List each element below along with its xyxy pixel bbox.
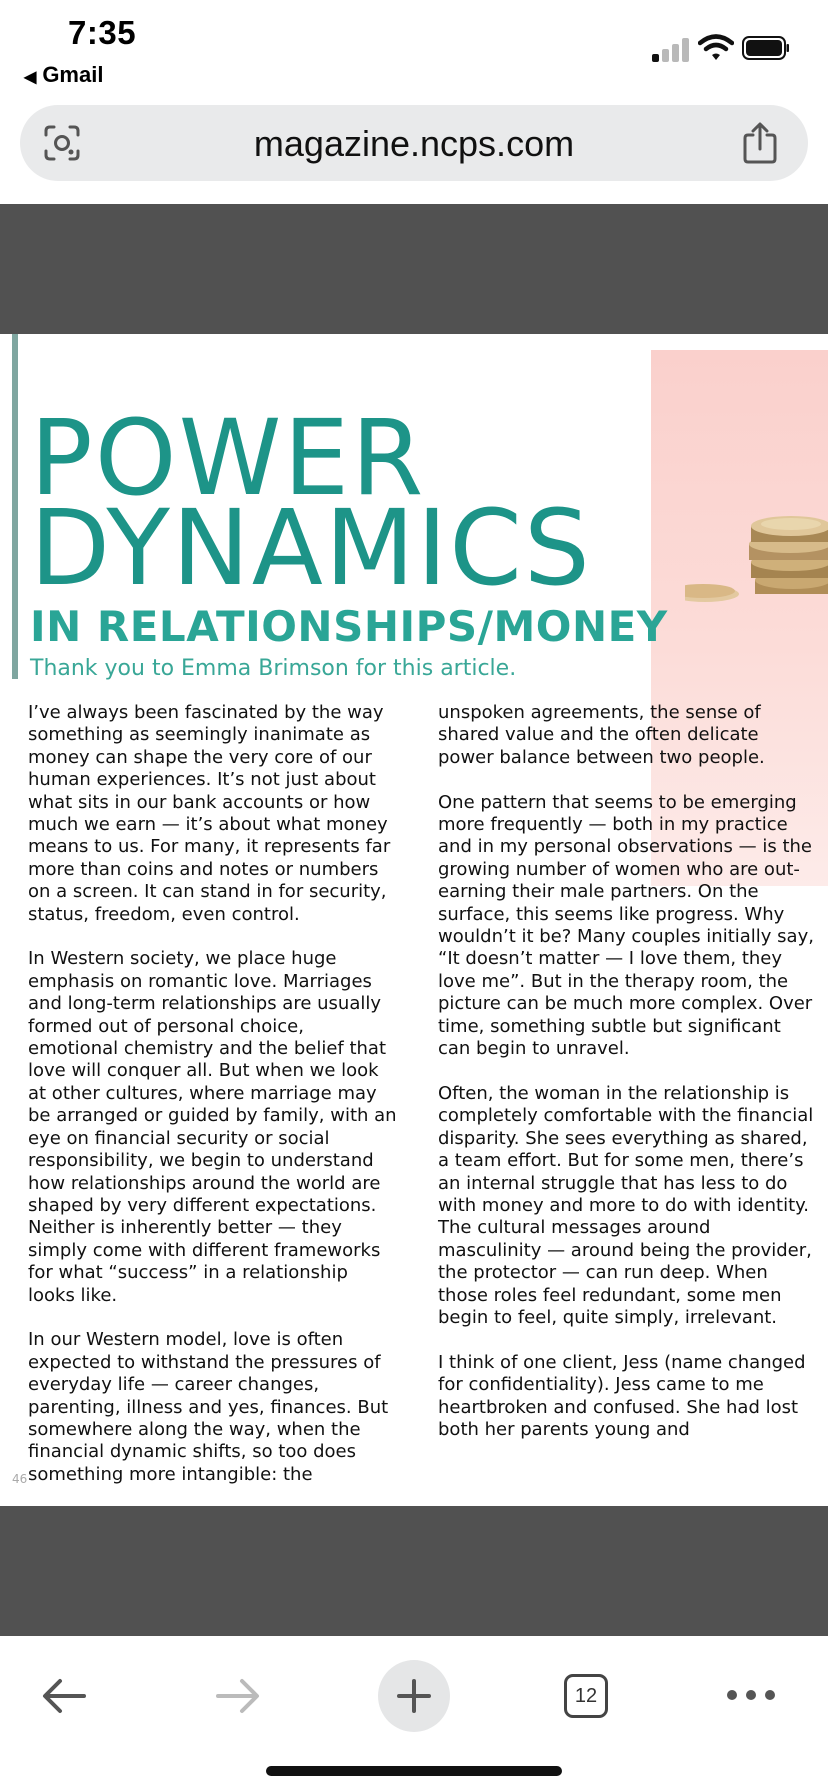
home-indicator[interactable] [266, 1766, 562, 1776]
article-column-left [28, 702, 398, 1506]
tabs-button[interactable]: 12 [564, 1674, 608, 1718]
paragraph: In Western society, we place huge emphasis on romantic love. Marriages and long-term relationships are usually formed out of personal choice, emotional chemistry and the belief that love will conquer all. But when we look at other cultures, where marriage may be arranged or guided by family, with an eye on financial security or social responsibility, we begin to understand how relationships around the world are shaped by very different expectations. Neither is inherently better — they simply come with different frameworks for what “success” in a relationship looks like. [28, 948, 397, 1306]
new-tab-button[interactable] [378, 1660, 450, 1732]
coins-image [685, 502, 828, 612]
paragraph: unspoken agreements, the sense of shared value and the often delicate power balance between two people. [438, 702, 765, 768]
status-time: 7:35 [68, 14, 137, 51]
paragraph: I’ve always been fascinated by the way something as seemingly inanimate as money can shape the very core of our human experiences. It’s not just about what sits in our bank accounts or how much we earn — it’s about what money means to us. For many, it represents far more than coins and notes or numbers on a screen. It can stand in for security, status, freedom, even control. [28, 702, 391, 925]
viewer-background-top [0, 204, 828, 334]
article-column-right [438, 702, 816, 1464]
forward-arrow-icon[interactable] [214, 1676, 262, 1716]
address-bar[interactable] [20, 105, 808, 181]
page-number: 46 [12, 1472, 28, 1486]
plus-icon [396, 1678, 432, 1714]
battery-icon [742, 36, 790, 60]
back-app-label: Gmail [42, 62, 104, 87]
url-text[interactable]: magazine.ncps.com [253, 123, 575, 164]
status-bar [0, 0, 828, 98]
viewer-background-bottom [0, 1506, 828, 1636]
wifi-icon [698, 34, 734, 62]
back-arrow-icon[interactable] [40, 1676, 88, 1716]
paragraph: One pattern that seems to be emerging more frequently — both in my practice and in my personal observations — is the growing number of women who are out-earning their male partners. On the surface, this seems like progress. Why wouldn’t it be? Many couples initially say, “It doesn’t matter — I love them, they love me”. But in the therapy room, the picture can be much more complex. Over time, something subtle but significant can begin to unravel. [438, 791, 814, 1060]
back-to-app-link[interactable] [24, 62, 103, 88]
left-accent-bar [12, 334, 18, 679]
signal-icon [652, 36, 692, 62]
share-icon[interactable] [740, 121, 780, 165]
article-subtitle: IN RELATIONSHIPS/MONEY [30, 602, 668, 651]
magazine-page[interactable] [0, 334, 828, 1506]
back-triangle-icon: ◀ [24, 69, 37, 86]
paragraph: Often, the woman in the relationship is completely comfortable with the financial disparity. She sees everything as shared, a team effort. But for some men, there’s an internal struggle that has less to do with money and more to do with identity. The cultural messages around masculinity — around being the provider, the protector — can run deep. When those roles feel redundant, some men begin to feel, quite simply, irrelevant. [438, 1082, 814, 1328]
article-title-line-1: POWER [30, 397, 426, 519]
more-icon[interactable] [726, 1688, 776, 1702]
article-title-line-2: DYNAMICS [30, 487, 592, 609]
paragraph: I think of one client, Jess (name changed for confidentiality). Jess came to me heartbroken and confused. She had lost both her parents young and [438, 1351, 806, 1440]
paragraph: In our Western model, love is often expected to withstand the pressures of everyday life — career changes, parenting, illness and yes, finances. But somewhere along the way, when the financial dynamic shifts, so too does something more intangible: the [28, 1329, 389, 1485]
article-credit: Thank you to Emma Brimson for this article. [30, 656, 517, 681]
